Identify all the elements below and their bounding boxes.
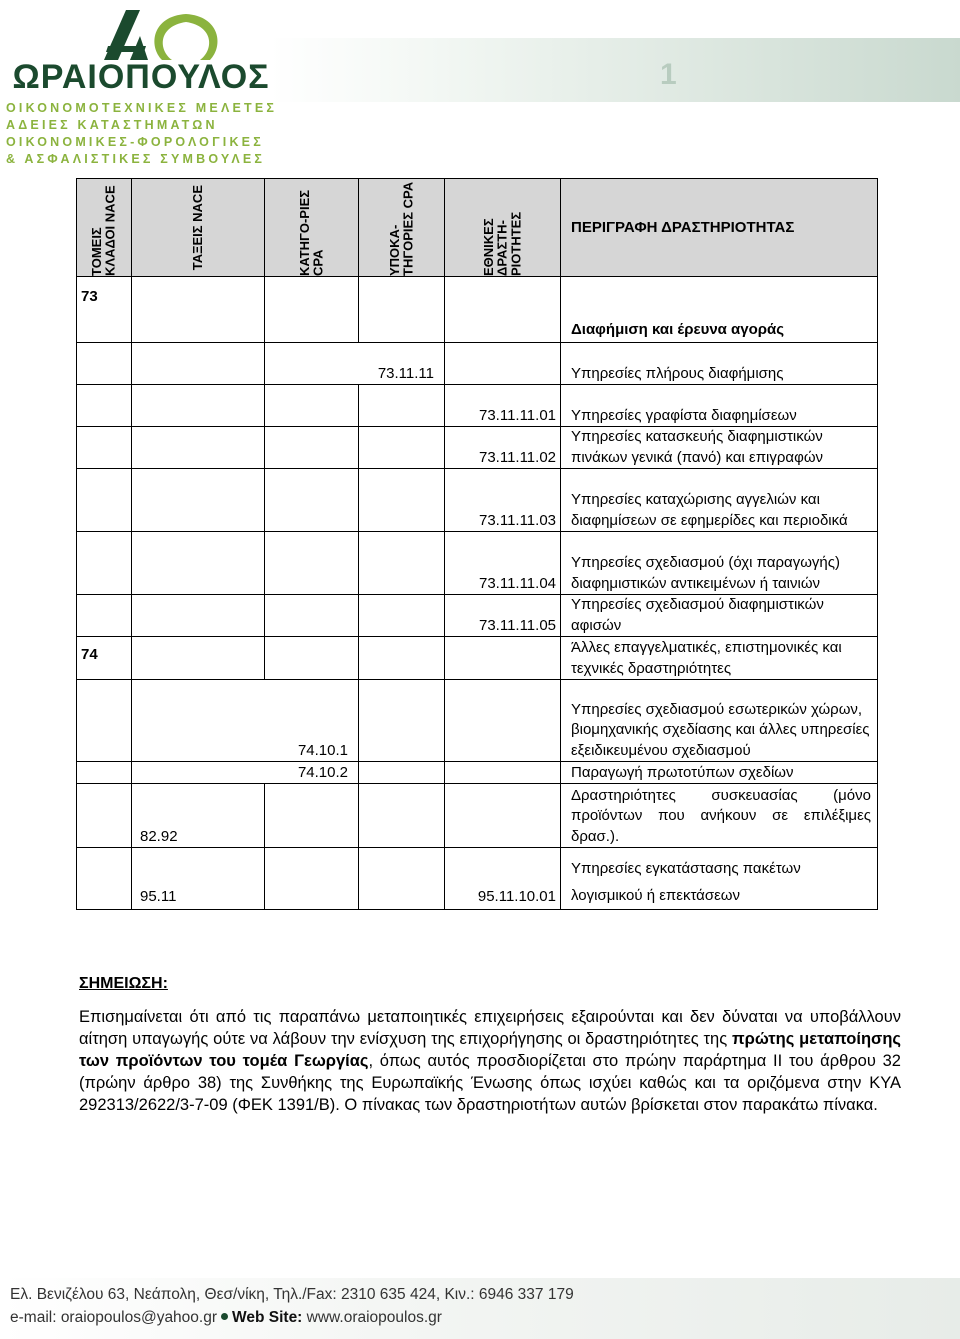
logo-mark-text: ΑΩ — [156, 36, 158, 37]
cell-description: Υπηρεσίες γραφίστα διαφημίσεων — [561, 385, 878, 427]
brand-name: ΩΡΑΙΟΠΟΥΛΟΣ — [12, 58, 270, 96]
cell-class: 82.92 — [132, 784, 265, 848]
nace-table — [76, 178, 878, 910]
header-subcategories: ΥΠΟΚΑ-ΤΗΓΟΡΙΕΣ CPA — [359, 179, 445, 277]
cell-national-code: 73.11.11.03 — [445, 469, 561, 532]
cell-national-code: 73.11.11.05 — [445, 595, 561, 637]
header-categories: ΚΑΤΗΓΟ-ΡΙΕΣ CPA — [265, 179, 359, 277]
table-row — [77, 848, 878, 910]
tagline-3: ΟΙΚΟΝΟΜΙΚΕΣ-ΦΟΡΟΛΟΓΙΚΕΣ — [6, 135, 264, 149]
cell-category: 74.10.2 — [132, 762, 359, 784]
table-row — [77, 427, 878, 469]
cell-national-code: 73.11.11.04 — [445, 532, 561, 595]
table-row — [77, 784, 878, 848]
header-national-activities: ΕΘΝΙΚΕΣ ΔΡΑΣΤΗ-ΡΙΟΤΗΤΕΣ — [445, 179, 561, 277]
cell-description: Άλλες επαγγελματικές, επιστημονικές και τεχνικές δραστηριότητες — [561, 637, 878, 680]
tagline-4: & ΑΣΦΑΛΙΣΤΙΚΕΣ ΣΥΜΒΟΥΛΕΣ — [6, 152, 266, 166]
cell-description: Υπηρεσίες κατασκευής διαφημιστικών πινάκων γενικά (πανό) και επιγραφών — [561, 427, 878, 469]
note-text-bold: πρώτης μεταποίησης των προϊόντων του τομέα Γεωργίας — [79, 1030, 901, 1070]
footer-address: Ελ. Βενιζέλου 63, Νεάπολη, Θεσ/νίκη, Τηλ./Fax: 2310 635 424, Κιν.: 6946 337 179 — [10, 1286, 574, 1303]
cell-description: Υπηρεσίες εγκατάστασης πακέτων λογισμικού ή επεκτάσεων — [561, 848, 878, 910]
table-row — [77, 680, 878, 762]
footer-web-label: Web Site: — [232, 1309, 303, 1326]
footer-email[interactable]: e-mail: oraiopoulos@yahoo.gr — [10, 1309, 218, 1326]
cell-category: 74.10.1 — [132, 680, 359, 762]
note-text-after: , όπως αυτός προσδιορίζεται στο πρώην παράρτημα ΙΙ του άρθρου 32 (πρώην άρθρο 38) της Συνθήκης της Ευρωπαϊκής Ένωσης όπως ισχύει καθώς και τα οριζόμενα στην ΚΥΑ 292313/2622/3-7-09 (ΦΕΚ 1391/Β). Ο πίνακας των δραστηριοτήτων αυτών βρίσκεται στον παρακάτω πίνακα. — [79, 1052, 901, 1114]
cell-description: Δραστηριότητες συσκευασίας (μόνο προϊόντων που ανήκουν σε επιλέξιμες δρασ.). — [561, 784, 878, 848]
header-description: ΠΕΡΙΓΡΑΦΗ ΔΡΑΣΤΗΡΙΟΤΗΤΑΣ — [561, 179, 878, 277]
cell-description: Υπηρεσίες σχεδιασμού διαφημιστικών αφισών — [561, 595, 878, 637]
cell-sector: 73 — [77, 277, 132, 343]
footer-web-value[interactable]: www.oraiopoulos.gr — [306, 1309, 442, 1326]
footer-contacts — [10, 1309, 442, 1327]
tagline-1: ΟΙΚΟΝΟΜΟΤΕΧΝΙΚΕΣ ΜΕΛΕΤΕΣ — [6, 101, 278, 115]
cell-national-code: 73.11.11.02 — [445, 427, 561, 469]
cell-class: 95.11 — [132, 848, 265, 910]
header-sectors: ΤΟΜΕΙΣ ΚΛΑΔΟΙ NACE — [77, 179, 132, 277]
note-title: ΣΗΜΕΙΩΣΗ: — [79, 975, 168, 992]
bullet-icon — [221, 1313, 228, 1320]
note-body — [79, 1006, 901, 1116]
table-row — [77, 637, 878, 680]
cell-description: Υπηρεσίες καταχώρισης αγγελιών και διαφημίσεων σε εφημερίδες και περιοδικά — [561, 469, 878, 532]
table-row — [77, 469, 878, 532]
table-row — [77, 277, 878, 343]
cell-description: Υπηρεσίες πλήρους διαφήμισης — [561, 343, 878, 385]
header-classes: ΤΑΞΕΙΣ NACE — [132, 179, 265, 277]
cell-description: Υπηρεσίες σχεδιασμού (όχι παραγωγής) διαφημιστικών αντικειμένων ή ταινιών — [561, 532, 878, 595]
table-row — [77, 385, 878, 427]
cell-description: Υπηρεσίες σχεδιασμού εσωτερικών χώρων, βιομηχανικής σχεδίασης και άλλες υπηρεσίες εξειδικευμένου σχεδιασμού — [561, 680, 878, 762]
cell-category: 73.11.11 — [265, 343, 445, 385]
table-row — [77, 343, 878, 385]
cell-national-code: 95.11.10.01 — [445, 848, 561, 910]
cell-sector: 74 — [77, 637, 132, 680]
logo-mark-icon — [96, 6, 226, 62]
tagline-2: ΑΔΕΙΕΣ ΚΑΤΑΣΤΗΜΑΤΩΝ — [6, 118, 218, 132]
table-row — [77, 532, 878, 595]
note-text-before: Επισημαίνεται ότι από τις παραπάνω μεταποιητικές επιχειρήσεις εξαιρούνται και δεν δύναται να υποβάλλουν αίτηση υπαγωγής ούτε να λάβουν την ενίσχυση της επιχορήγησης οι δραστηριότητες της — [79, 1008, 901, 1048]
cell-national-code: 73.11.11.01 — [445, 385, 561, 427]
table-header-row — [77, 179, 878, 277]
banner-number: 1 — [660, 58, 677, 91]
cell-description: Διαφήμιση και έρευνα αγοράς — [561, 277, 878, 343]
header-banner — [270, 38, 960, 102]
table-row — [77, 762, 878, 784]
table-row — [77, 595, 878, 637]
cell-description: Παραγωγή πρωτοτύπων σχεδίων — [561, 762, 878, 784]
